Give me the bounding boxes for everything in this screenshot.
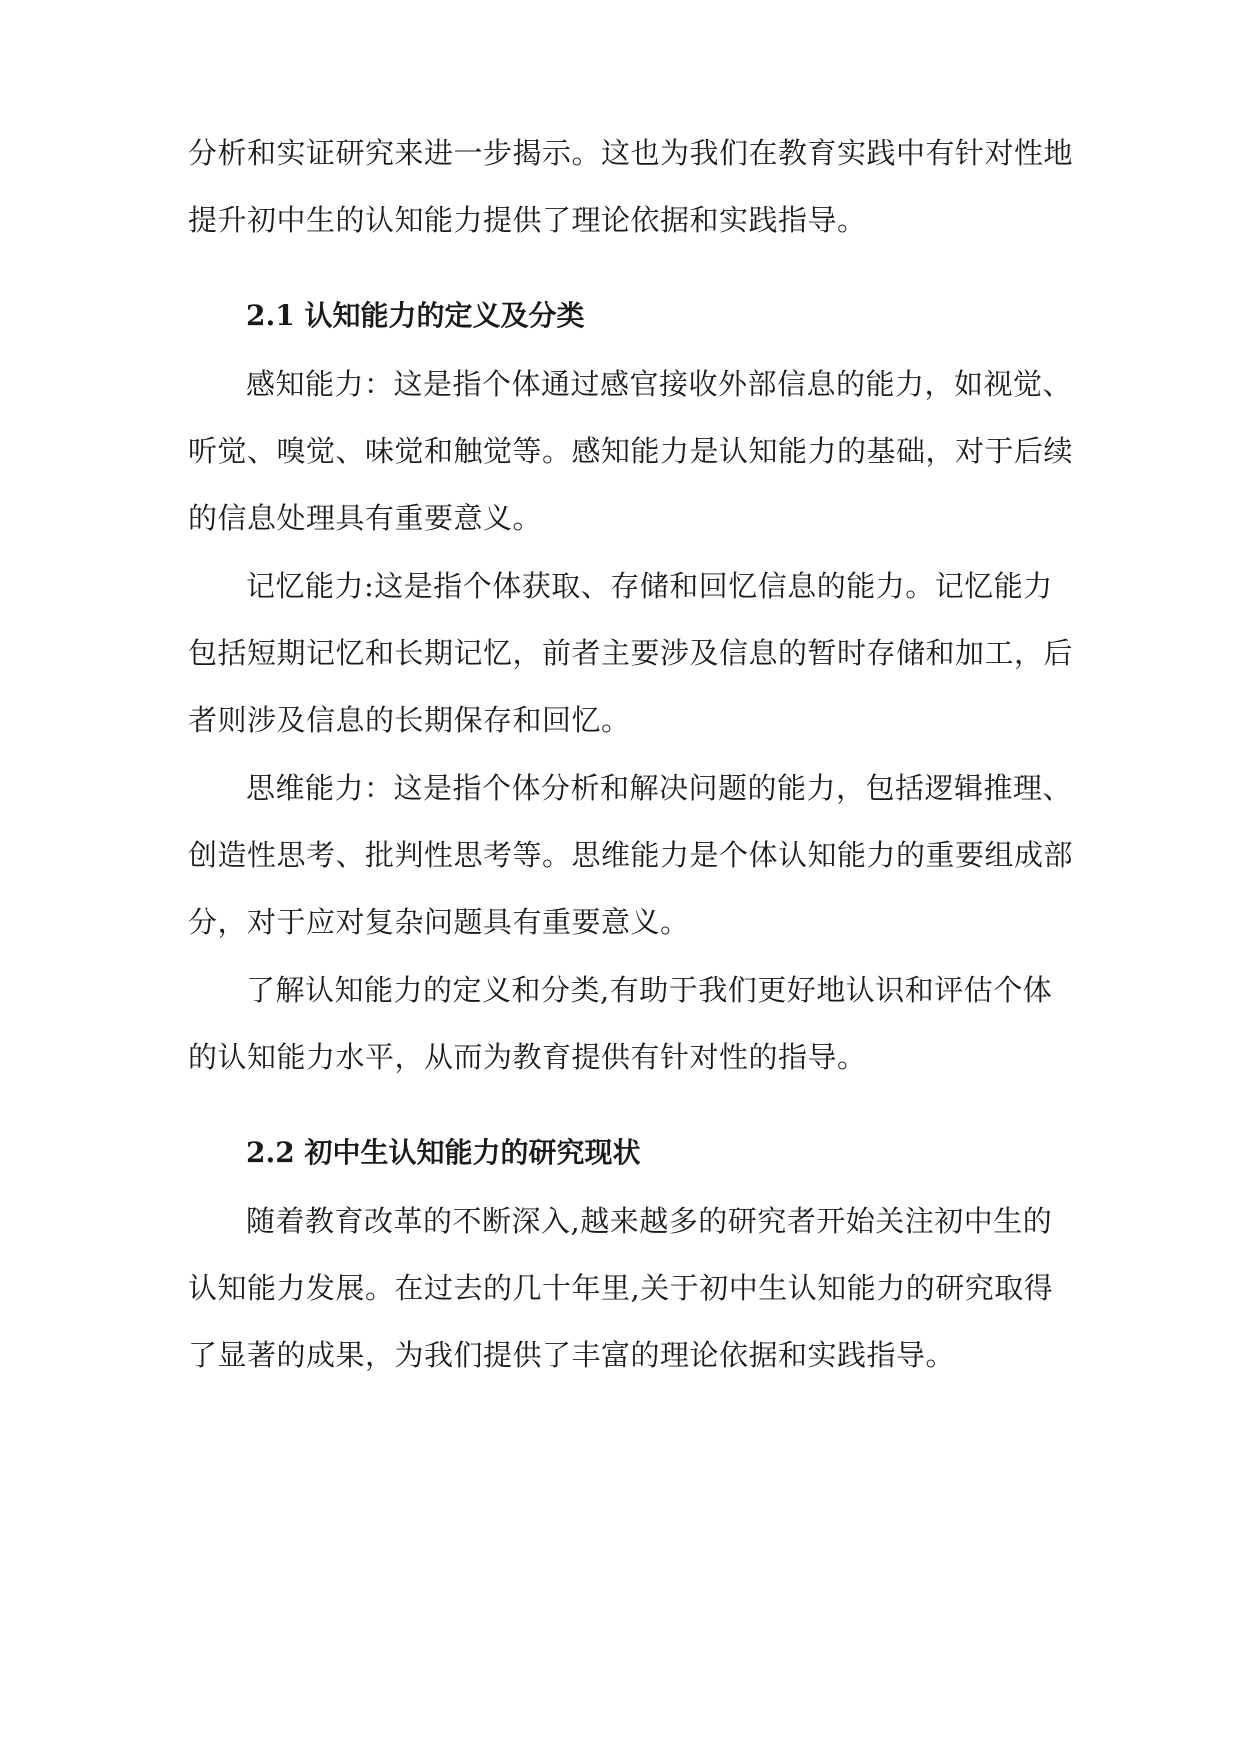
text-line: 的信息处理具有重要意义。: [188, 501, 543, 535]
text-line: 了解认知能力的定义和分类,有助于我们更好地认识和评估个体: [246, 973, 1053, 1007]
text-line: 创造性思考、批判性思考等。思维能力是个体认知能力的重要组成部: [188, 838, 1074, 872]
text-line: 包括短期记忆和长期记忆，前者主要涉及信息的暂时存储和加工，后: [188, 636, 1074, 670]
text-line: 记忆能力:这是指个体获取、存储和回忆信息的能力。记忆能力: [246, 569, 1053, 603]
section-heading-2-2: 2.2 初中生认知能力的研究现状: [246, 1136, 641, 1169]
text-line: 感知能力：这是指个体通过感官接收外部信息的能力，如视觉、: [246, 367, 1073, 401]
text-line: 的认知能力水平，从而为教育提供有针对性的指导。: [188, 1040, 867, 1074]
text-line: 思维能力：这是指个体分析和解决问题的能力，包括逻辑推理、: [246, 771, 1073, 805]
text-line: 认知能力发展。在过去的几十年里,关于初中生认知能力的研究取得: [188, 1271, 1054, 1305]
text-line: 者则涉及信息的长期保存和回忆。: [188, 703, 631, 737]
text-line: 随着教育改革的不断深入,越来越多的研究者开始关注初中生的: [246, 1204, 1053, 1238]
text-line: 分析和实证研究来进一步揭示。这也为我们在教育实践中有针对性地: [188, 136, 1074, 170]
text-line: 提升初中生的认知能力提供了理论依据和实践指导。: [188, 203, 867, 237]
text-line: 了显著的成果，为我们提供了丰富的理论依据和实践指导。: [188, 1338, 956, 1372]
document-page: [188, 0, 1074, 1754]
section-heading-2-1: 2.1 认知能力的定义及分类: [246, 299, 585, 332]
text-line: 听觉、嗅觉、味觉和触觉等。感知能力是认知能力的基础，对于后续: [188, 434, 1074, 468]
text-line: 分，对于应对复杂问题具有重要意义。: [188, 905, 690, 939]
